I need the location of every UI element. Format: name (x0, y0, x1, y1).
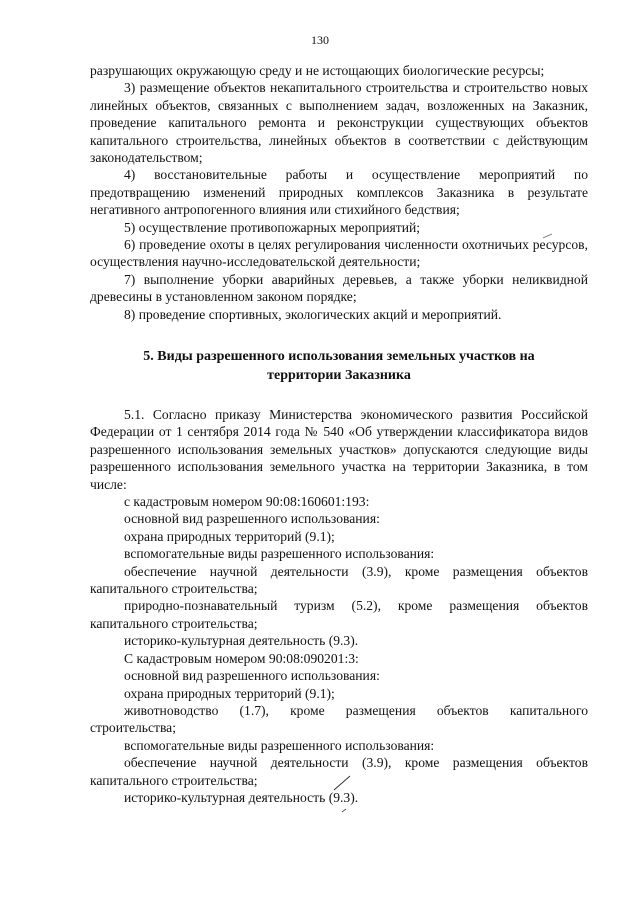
list-item: 3) размещение объектов некапитального строительства и строительство новых линейных объектов, связанных с выполнением задач, возложенных на Заказник, проведение капитального ремонта и реконструкции существующих объектов капитального строительства, линейных объектов в соответствии с действующим законодательством; (90, 80, 588, 166)
parcel-2-main-label: основной вид разрешенного использования: (124, 668, 380, 684)
section-heading (90, 347, 588, 385)
parcel-1-cadastral: с кадастровым номером 90:08:160601:193: (124, 494, 370, 510)
list-item: 5) осуществление противопожарных мероприятий; (124, 219, 421, 235)
parcel-1-main-label: основной вид разрешенного использования: (124, 511, 380, 527)
section-heading-line2: территории Заказника (267, 368, 411, 383)
parcel-2-aux-item: обеспечение научной деятельности (3.9), кроме размещения объектов капитального строительства; (90, 755, 588, 788)
page-number: 130 (311, 33, 329, 47)
pen-dot-icon (540, 228, 560, 244)
pen-mark-icon (330, 770, 360, 820)
section-intro: 5.1. Согласно приказу Министерства экономического развития Российской Федерации от 1 сентября 2014 года № 540 «Об утверждении классификатора видов разрешенного использования земельных участков» допускаются следующие виды разрешенного использования земельного участка на территории Заказника, в том числе: (90, 407, 588, 492)
parcel-2-aux-label: вспомогательные виды разрешенного использования: (124, 737, 435, 753)
parcel-2-cadastral: С кадастровым номером 90:08:090201:3: (124, 650, 359, 666)
parcel-1-aux-item: природно-познавательный туризм (5.2), кроме размещения объектов капитального строительства; (90, 598, 588, 631)
section-heading-line1: 5. Виды разрешенного использования земельных участков на (143, 349, 535, 364)
parcel-1-main-item: охрана природных территорий (9.1); (124, 528, 335, 544)
parcel-1-aux-label: вспомогательные виды разрешенного использования: (124, 546, 435, 562)
parcel-1-aux-item: обеспечение научной деятельности (3.9), кроме размещения объектов капитального строительства; (90, 563, 588, 597)
list-item: разрушающих окружающую среду и не истощающих биологические ресурсы; (90, 63, 545, 78)
parcel-1-aux-item: историко-культурная деятельность (9.3). (124, 633, 359, 649)
permitted-activities-list (90, 62, 588, 323)
parcel-2-main-item: охрана природных территорий (9.1); (124, 685, 335, 701)
parcel-2-aux-item: историко-культурная деятельность (9.3). (124, 789, 359, 805)
list-item: 4) восстановительные работы и осуществление мероприятий по предотвращению изменений природных комплексов Заказника в результате негативного антропогенного влияния или стихийного бедствия; (90, 167, 588, 218)
list-item: 8) проведение спортивных, экологических акций и мероприятий. (124, 306, 502, 322)
list-item: 6) проведение охоты в целях регулирования численности охотничьих ресурсов, осуществления научно-исследовательской деятельности; (90, 237, 588, 270)
section-5-body (90, 406, 588, 806)
parcel-2-main-item: животноводство (1.7), кроме размещения объектов капитального строительства; (90, 702, 588, 736)
list-item: 7) выполнение уборки аварийных деревьев, а также уборки неликвидной древесины в установленном законом порядке; (90, 271, 588, 305)
